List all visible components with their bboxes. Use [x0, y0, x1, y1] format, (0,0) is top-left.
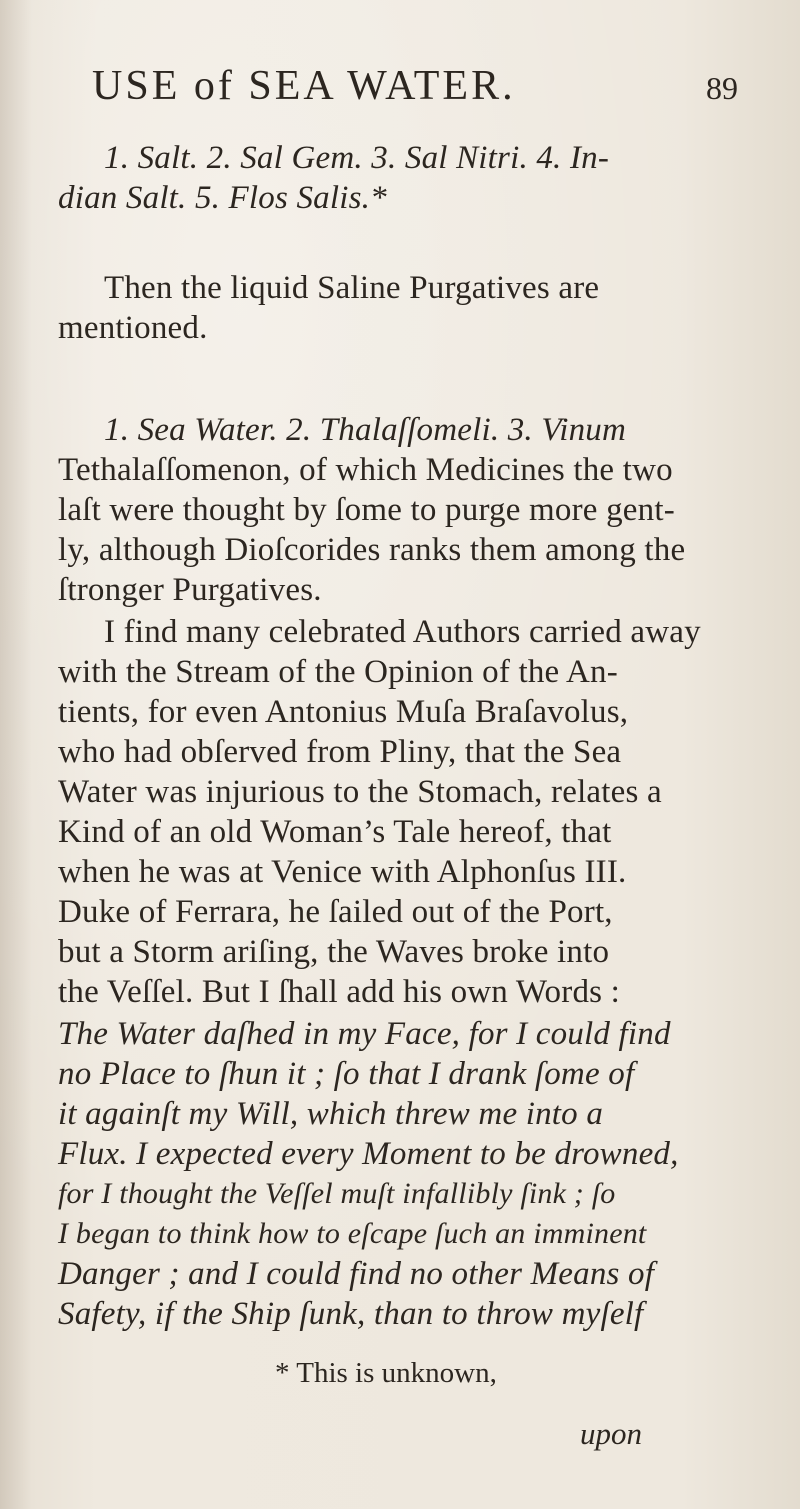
text-line: 1. Salt. 2. Sal Gem. 3. Sal Nitri. 4. In-: [104, 140, 610, 176]
text-line: laſt were thought by ſome to purge more gent-: [58, 492, 675, 528]
text-line: ly, although Dioſcorides ranks them among the: [58, 532, 686, 568]
text-line: 1. Sea Water. 2. Thalaſſomeli. 3. Vinum: [104, 412, 627, 448]
page-gutter-shadow: [0, 0, 32, 1509]
text-line: mentioned.: [58, 310, 208, 346]
text-line: Flux. I expected every Moment to be drowned,: [58, 1136, 679, 1172]
text-line: for I thought the Veſſel muſt infallibly ſink ; ſo: [58, 1177, 616, 1210]
footnote: * This is unknown,: [275, 1357, 497, 1389]
catchword: upon: [580, 1416, 642, 1451]
text-line: who had obſerved from Pliny, that the Sea: [58, 734, 622, 770]
text-line: Kind of an old Woman’s Tale hereof, that: [58, 814, 612, 850]
text-line: tients, for even Antonius Muſa Braſavolus,: [58, 694, 629, 730]
text-line: The Water daſhed in my Face, for I could find: [58, 1016, 671, 1052]
text-line: Duke of Ferrara, he ſailed out of the Port,: [58, 894, 613, 930]
text-line: I began to think how to eſcape ſuch an imminent: [58, 1217, 647, 1250]
text-line: the Veſſel. But I ſhall add his own Words :: [58, 974, 621, 1010]
text-line: but a Storm ariſing, the Waves broke into: [58, 934, 610, 970]
text-line: dian Salt. 5. Flos Salis.*: [58, 180, 387, 216]
text-line: Safety, if the Ship ſunk, than to throw myſelf: [58, 1296, 644, 1332]
page-number: 89: [706, 70, 738, 106]
text-line: it againſt my Will, which threw me into a: [58, 1096, 604, 1132]
text-line: Then the liquid Saline Purgatives are: [104, 270, 600, 306]
text-line: with the Stream of the Opinion of the An-: [58, 654, 618, 690]
text-line: Water was injurious to the Stomach, relates a: [58, 774, 662, 810]
text-line: when he was at Venice with Alphonſus III.: [58, 854, 627, 890]
text-line: no Place to ſhun it ; ſo that I drank ſome of: [58, 1056, 635, 1092]
text-line: Danger ; and I could find no other Means of: [58, 1256, 655, 1292]
text-line: Tethalaſſomenon, of which Medicines the two: [58, 452, 673, 488]
text-line: ſtronger Purgatives.: [58, 572, 322, 608]
text-line: I find many celebrated Authors carried away: [104, 614, 701, 650]
running-title: USE of SEA WATER.: [92, 63, 516, 109]
